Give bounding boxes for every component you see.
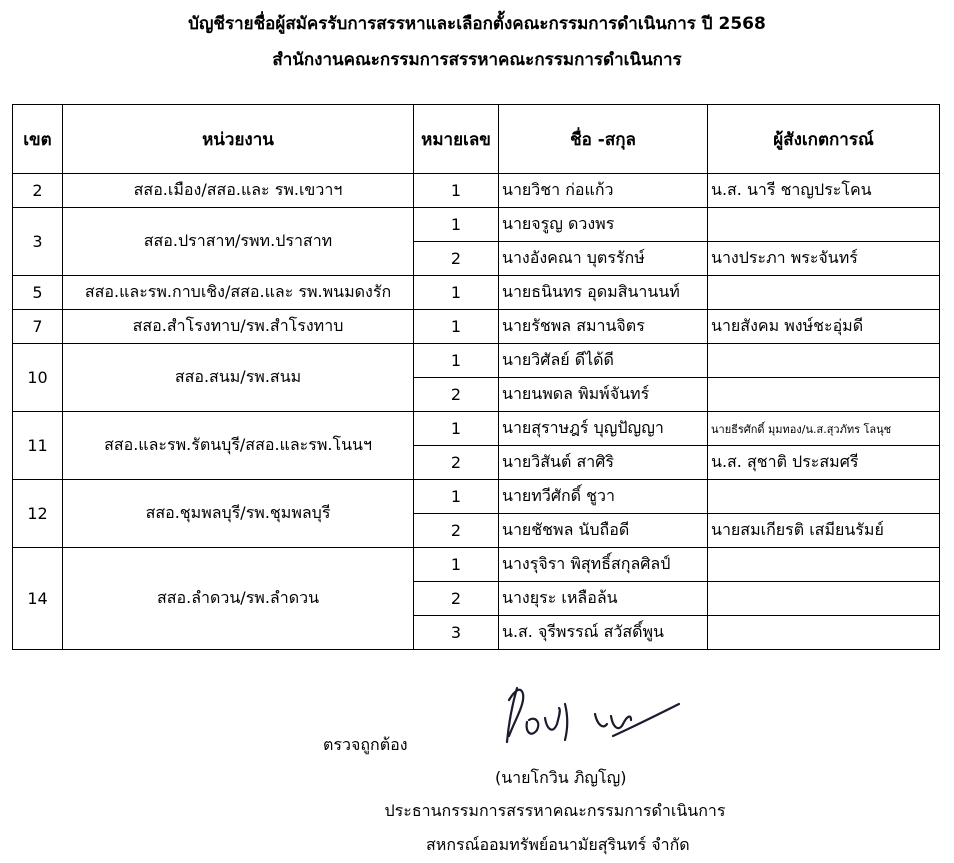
observer-cell: น.ส. นารี ชาญประโคน <box>708 174 940 208</box>
district-cell: 11 <box>13 412 63 480</box>
document-subtitle: สำนักงานคณะกรรมการสรรหาคณะกรรมการดำเนินการ <box>272 50 682 70</box>
table-row <box>13 344 940 378</box>
district-cell: 10 <box>13 344 63 412</box>
name-cell: น.ส. จุรีพรรณ์ สวัสดิ์พูน <box>499 616 708 650</box>
unit-cell: สสอ.สำโรงทาบ/รพ.สำโรงทาบ <box>63 310 414 344</box>
number-cell: 1 <box>414 174 499 208</box>
unit-cell: สสอ.เมือง/สสอ.และ รพ.เขวาฯ <box>63 174 414 208</box>
name-cell: นายนพดล พิมพ์จันทร์ <box>499 378 708 412</box>
name-cell: นายวิชา ก่อแก้ว <box>499 174 708 208</box>
header-number: หมายเลข <box>414 105 499 174</box>
number-cell: 1 <box>414 208 499 242</box>
name-cell: นางยุระ เหลือล้น <box>499 582 708 616</box>
observer-cell <box>708 344 940 378</box>
district-cell: 5 <box>13 276 63 310</box>
number-cell: 1 <box>414 276 499 310</box>
district-cell: 2 <box>13 174 63 208</box>
district-cell: 12 <box>13 480 63 548</box>
table-body <box>13 174 940 650</box>
signer-name: (นายโกวิน ภิญโญ) <box>495 768 627 787</box>
candidate-table <box>12 104 940 650</box>
table-row <box>13 412 940 446</box>
observer-cell: นายสังคม พงษ์ชะอุ่มดี <box>708 310 940 344</box>
name-cell: นายวิศัลย์ ดีได้ดี <box>499 344 708 378</box>
document-title: บัญชีรายชื่อผู้สมัครรับการสรรหาและเลือกตั้งคณะกรรมการดำเนินการ ปี 2568 <box>188 14 766 34</box>
observer-cell: น.ส. สุชาติ ประสมศรี <box>708 446 940 480</box>
name-cell: นางรุจิรา พิสุทธิ์สกุลศิลป์ <box>499 548 708 582</box>
observer-cell: นางประภา พระจันทร์ <box>708 242 940 276</box>
number-cell: 2 <box>414 514 499 548</box>
number-cell: 1 <box>414 480 499 514</box>
organization-name: สหกรณ์ออมทรัพย์อนามัยสุรินทร์ จำกัด <box>426 835 690 854</box>
name-cell: นายธนินทร อุดมสินานนท์ <box>499 276 708 310</box>
table-row <box>13 480 940 514</box>
unit-cell: สสอ.ปราสาท/รพท.ปราสาท <box>63 208 414 276</box>
header-observer: ผู้สังเกตการณ์ <box>708 105 940 174</box>
number-cell: 1 <box>414 412 499 446</box>
observer-cell <box>708 480 940 514</box>
observer-cell <box>708 208 940 242</box>
number-cell: 2 <box>414 582 499 616</box>
unit-cell: สสอ.และรพ.กาบเชิง/สสอ.และ รพ.พนมดงรัก <box>63 276 414 310</box>
unit-cell: สสอ.ชุมพลบุรี/รพ.ชุมพลบุรี <box>63 480 414 548</box>
table-row <box>13 208 940 242</box>
name-cell: นางอังคณา บุตรรักษ์ <box>499 242 708 276</box>
header-district: เขต <box>13 105 63 174</box>
observer-cell <box>708 548 940 582</box>
district-cell: 7 <box>13 310 63 344</box>
name-cell: นายชัชพล นับถือดี <box>499 514 708 548</box>
number-cell: 3 <box>414 616 499 650</box>
table-row <box>13 548 940 582</box>
name-cell: นายวิสันต์ สาศิริ <box>499 446 708 480</box>
number-cell: 2 <box>414 446 499 480</box>
number-cell: 1 <box>414 548 499 582</box>
table-header-row <box>13 105 940 174</box>
number-cell: 2 <box>414 242 499 276</box>
observer-cell: นายสมเกียรติ เสมียนรัมย์ <box>708 514 940 548</box>
unit-cell: สสอ.ลำดวน/รพ.ลำดวน <box>63 548 414 650</box>
district-cell: 3 <box>13 208 63 276</box>
observer-cell <box>708 616 940 650</box>
verify-label: ตรวจถูกต้อง <box>323 735 408 754</box>
number-cell: 1 <box>414 344 499 378</box>
table-row <box>13 174 940 208</box>
name-cell: นายรัชพล สมานจิตร <box>499 310 708 344</box>
signer-position: ประธานกรรมการสรรหาคณะกรรมการดำเนินการ <box>384 801 726 820</box>
header-name: ชื่อ -สกุล <box>499 105 708 174</box>
name-cell: นายทวีศักดิ์ ชูวา <box>499 480 708 514</box>
observer-cell <box>708 276 940 310</box>
name-cell: นายจรูญ ดวงพร <box>499 208 708 242</box>
number-cell: 2 <box>414 378 499 412</box>
observer-cell <box>708 378 940 412</box>
table-row <box>13 276 940 310</box>
table-row <box>13 310 940 344</box>
observer-cell: นายธีรศักดิ์ มุมทอง/น.ส.สุวภัทร โลนุช <box>708 412 940 446</box>
unit-cell: สสอ.และรพ.รัตนบุรี/สสอ.และรพ.โนนฯ <box>63 412 414 480</box>
unit-cell: สสอ.สนม/รพ.สนม <box>63 344 414 412</box>
district-cell: 14 <box>13 548 63 650</box>
number-cell: 1 <box>414 310 499 344</box>
signature <box>495 680 685 760</box>
observer-cell <box>708 582 940 616</box>
name-cell: นายสุราษฎร์ บุญปัญญา <box>499 412 708 446</box>
header-unit: หน่วยงาน <box>63 105 414 174</box>
